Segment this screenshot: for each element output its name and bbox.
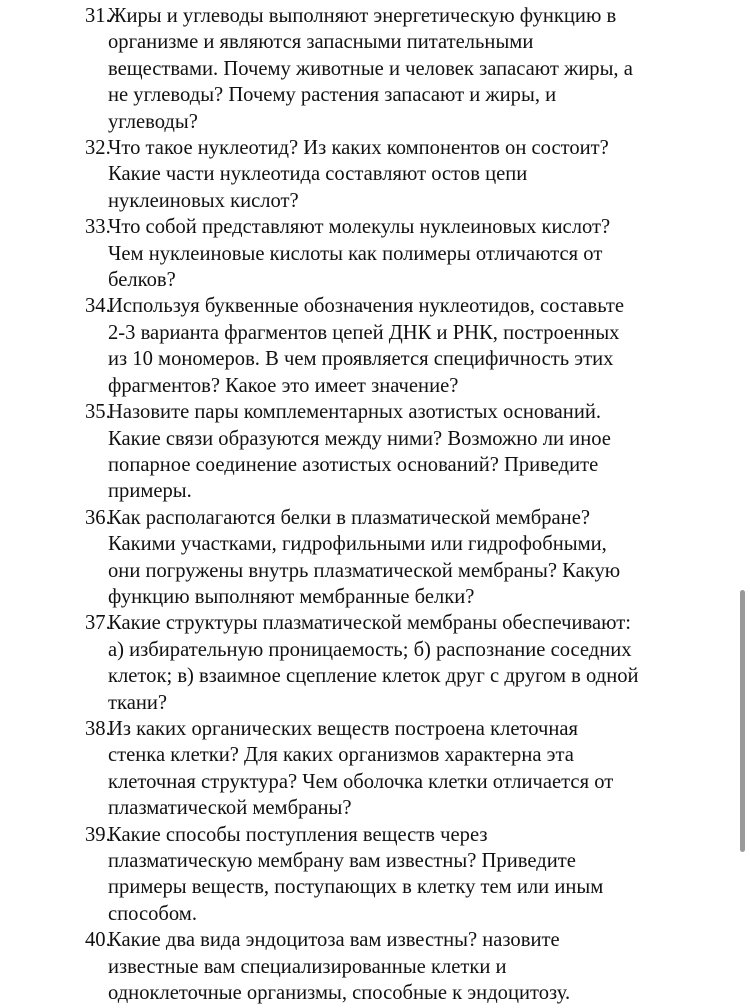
question-number: 33. [85, 216, 111, 239]
question-item [85, 214, 705, 293]
question-text-line: функцию выполняют мембранные белки? [108, 585, 475, 608]
question-number: 36. [85, 506, 111, 529]
question-item [85, 716, 705, 822]
vertical-scrollbar[interactable] [740, 590, 745, 852]
question-number: 34. [85, 295, 111, 318]
question-text-line: Какие способы поступления веществ через [108, 823, 488, 846]
question-text-line: плазматической мембраны? [108, 797, 352, 820]
question-text-line: а) избирательную проницаемость; б) распознание соседних [108, 638, 632, 661]
question-item [85, 293, 705, 399]
question-list [85, 3, 705, 1006]
question-number: 37. [85, 612, 111, 635]
question-text-line: стенка клетки? Для каких организмов характерна эта [108, 744, 574, 767]
question-text-line: Какие два вида эндоцитоза вам известны? назовите [108, 929, 560, 952]
question-text-line: Из каких органических веществ построена клеточная [108, 717, 578, 740]
question-text-line: ткани? [108, 691, 168, 714]
question-text-line: Что такое нуклеотид? Из каких компонентов он состоит? [108, 137, 609, 160]
question-text-line: клеточная структура? Чем оболочка клетки отличается от [108, 770, 614, 793]
question-text-line: Что собой представляют молекулы нуклеиновых кислот? [108, 216, 611, 239]
question-text-line: клеток; в) взаимное сцепление клеток друг с другом в одной [108, 665, 639, 688]
question-text-line: способом. [108, 902, 197, 925]
question-number: 38. [85, 717, 111, 740]
question-text-line: Какие структуры плазматической мембраны обеспечивают: [108, 612, 631, 635]
question-text-line: примеры веществ, поступающих в клетку тем или иным [108, 876, 604, 899]
question-number: 31. [85, 5, 111, 27]
question-text-line: одноклеточные организмы, способные к эндоцитозу. [108, 982, 571, 1005]
question-text-line: белков? [108, 269, 176, 292]
question-text-line: попарное соединение азотистых оснований? Приведите [108, 453, 599, 476]
question-text-line: они погружены внутрь плазматической мембраны? Какую [108, 559, 621, 582]
question-text-line: известные вам специализированные клетки и [108, 955, 507, 978]
question-text-line: Жиры и углеводы выполняют энергетическую функцию в [108, 5, 617, 27]
question-item [85, 399, 705, 505]
question-text-line: не углеводы? Почему растения запасают и жиры, и [108, 84, 557, 107]
question-number: 40. [85, 929, 111, 952]
question-text-line: Какие связи образуются между ними? Возможно ли иное [108, 427, 611, 450]
question-text-line: организме и являются запасными питательными [108, 31, 534, 54]
question-text-line: углеводы? [108, 110, 198, 133]
question-item [85, 3, 705, 135]
question-text-line: веществами. Почему животные и человек запасают жиры, а [108, 57, 633, 80]
question-item [85, 822, 705, 928]
question-text-line: Как располагаются белки в плазматической мембране? [108, 506, 590, 529]
question-item [85, 927, 705, 1006]
question-text-line: из 10 мономеров. В чем проявляется специфичность этих [108, 348, 614, 371]
question-number: 39. [85, 823, 111, 846]
question-text-line: Чем нуклеиновые кислоты как полимеры отличаются от [108, 242, 603, 265]
question-number: 32. [85, 137, 111, 160]
question-text-line: Используя буквенные обозначения нуклеотидов, составьте [108, 295, 624, 318]
question-text-line: 2-3 варианта фрагментов цепей ДНК и РНК, построенных [108, 321, 620, 344]
question-text-line: нуклеиновых кислот? [108, 189, 299, 212]
question-text-line: примеры. [108, 480, 192, 503]
question-item [85, 135, 705, 214]
question-item [85, 610, 705, 716]
question-text-line: фрагментов? Какое это имеет значение? [108, 374, 459, 397]
question-item [85, 505, 705, 611]
question-number: 35. [85, 401, 111, 424]
question-text-line: Какими участками, гидрофильными или гидрофобными, [108, 533, 607, 556]
question-text-line: Назовите пары комплементарных азотистых оснований. [108, 401, 602, 424]
question-text-line: плазматическую мембрану вам известны? Приведите [108, 850, 576, 872]
question-text-line: Какие части нуклеотида составляют остов цепи [108, 163, 528, 186]
